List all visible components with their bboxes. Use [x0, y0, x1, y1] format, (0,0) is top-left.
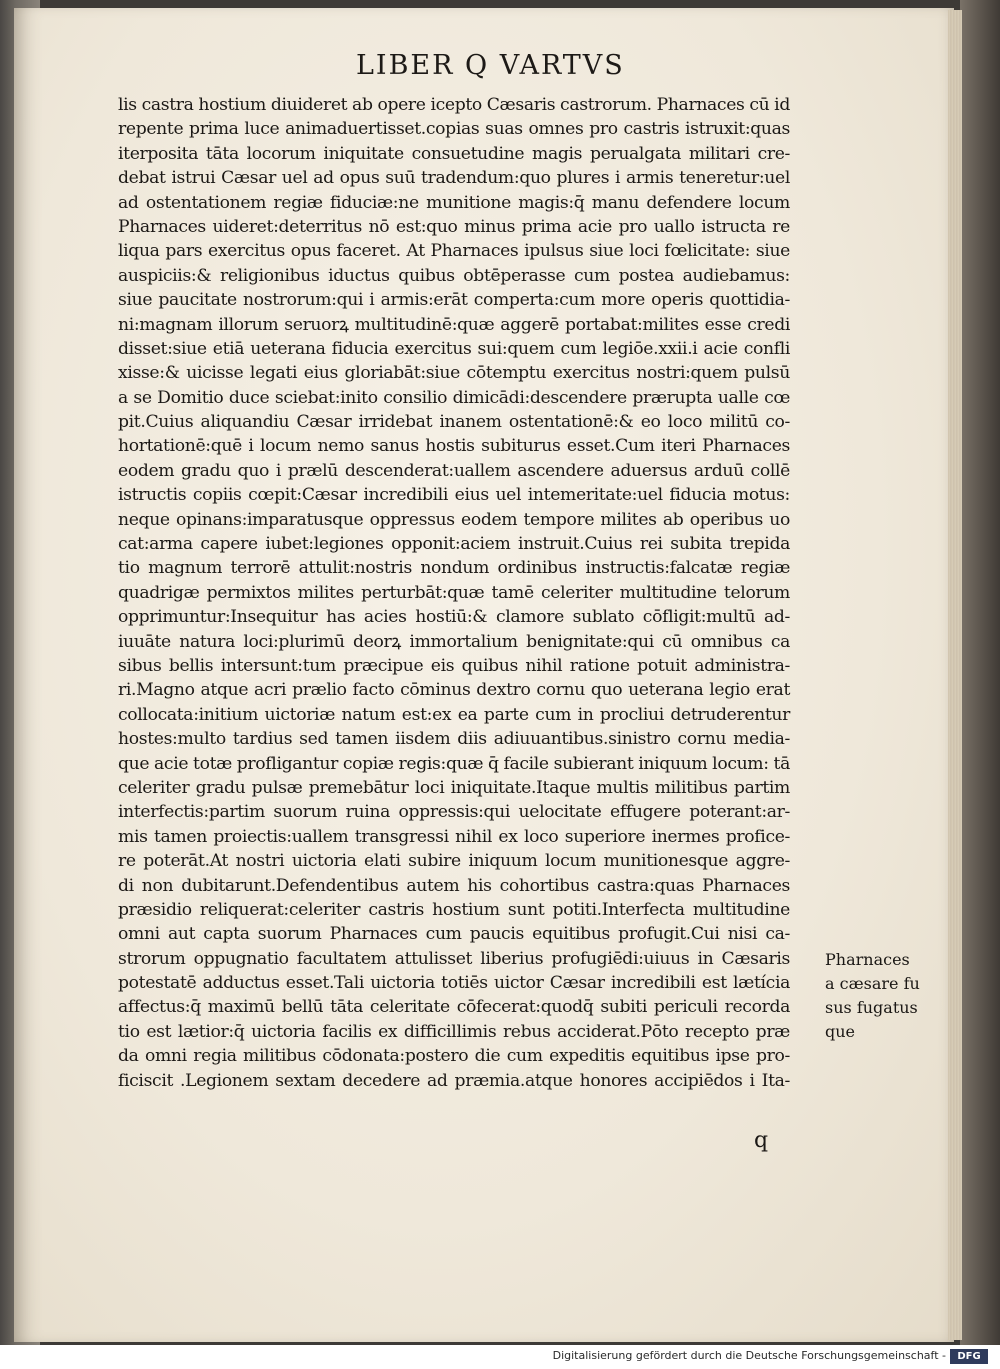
- text-line: re poterāt.At nostri uictoria elati subire iniquum locum munitionesque aggre-: [118, 851, 790, 872]
- text-line: da omni regia militibus cōdonata:postero die cum expeditis equitibus ipse pro-: [118, 1046, 790, 1067]
- text-line: omni aut capta suorum Pharnaces cum paucis equitibus profugit.Cui nisi ca-: [118, 924, 790, 945]
- text-line: ficiscit .Legionem sextam decedere ad præmia.atque honores accipiēdos i Ita-: [118, 1070, 790, 1091]
- text-line: tio magnum terrorē attulit:nostris nondum ordinibus instructis:falcatæ regiæ: [118, 558, 790, 579]
- text-line: tio est lætior:q̄ uictoria facilis ex difficillimis rebus acciderat.Pōto recepto præ: [118, 1021, 790, 1042]
- text-line: ri.Magno atque acri prælio facto cōminus dextro cornu quo ueterana legio erat: [118, 680, 790, 701]
- marginal-note-line: a cæsare fu: [825, 974, 920, 993]
- text-line: pit.Cuius aliquandiu Cæsar irridebat inanem ostentationē:& eo loco militū co-: [118, 412, 790, 433]
- text-line: disset:siue etiā ueterana fiducia exercitus sui:quem cum legiōe.xxii.i acie confli: [118, 338, 790, 359]
- text-line: ni:magnam illorum seruorꝝ multitudinē:quæ aggerē portabat:milites esse credi: [118, 314, 790, 335]
- text-line: ad ostentationem regiæ fiduciæ:ne munitione magis:q̄ manu defendere locum: [118, 192, 790, 213]
- dfg-logo: DFG: [950, 1349, 988, 1364]
- text-line: istructis copiis cœpit:Cæsar incredibili eius uel intemeritate:uel fiducia motus:: [118, 485, 790, 506]
- text-line: interfectis:partim suorum ruina oppressis:qui uelocitate effugere poterant:ar-: [118, 802, 790, 823]
- text-line: Pharnaces uideret:deterritus nō est:quo minus prima acie pro uallo istructa re: [118, 216, 790, 237]
- footer-bar: [0, 1345, 1000, 1369]
- text-line: que acie totæ profligantur copiæ regis:quæ q̄ facile subierant iniquum locum: tā: [118, 753, 790, 774]
- footer-text: Digitalisierung gefördert durch die Deutsche Forschungsgemeinschaft -: [552, 1349, 946, 1362]
- text-line: lis castra hostium diuideret ab opere icepto Cæsaris castrorum. Pharnaces cū id: [118, 95, 790, 115]
- text-line: di non dubitarunt.Defendentibus autem his cohortibus castra:quas Pharnaces: [118, 875, 790, 896]
- text-line: iterposita tāta locorum iniquitate consuetudine magis perualgata militari cre-: [118, 143, 790, 164]
- text-line: collocata:initium uictoriæ natum est:ex ea parte cum in procliui detruderentur: [118, 704, 790, 725]
- page-edges: [948, 10, 962, 1340]
- text-line: opprimuntur:Insequitur has acies hostiū:& clamore sublato cōfligit:multū ad-: [118, 607, 790, 628]
- text-line: liqua pars exercitus opus faceret. At Pharnaces ipulsus siue loci fœlicitate: siue: [118, 241, 790, 262]
- text-line: siue paucitate nostrorum:qui i armis:erāt comperta:cum more operis quottidia-: [118, 290, 790, 311]
- body-text: [118, 93, 790, 1093]
- text-line: mis tamen proiectis:uallem transgressi nihil ex loco superiore inermes profice-: [118, 826, 790, 847]
- text-line: sibus bellis intersunt:tum præcipue eis quibus nihil ratione potuit administra-: [118, 655, 790, 676]
- signature-mark: q: [754, 1128, 769, 1153]
- text-line: auspiciis:& religionibus iductus quibus obtēperasse cum postea audiebamus:: [118, 265, 790, 286]
- marginal-note: [825, 948, 935, 1044]
- text-line: præsidio reliquerat:celeriter castris hostium sunt potiti.Interfecta multitudine: [118, 899, 790, 920]
- text-line: a se Domitio duce sciebat:inito consilio dimicādi:descendere prærupta ualle cœ: [118, 387, 790, 408]
- text-line: affectus:q̄ maximū bellū tāta celeritate cōfecerat:quodq̄ subiti periculi recorda: [118, 997, 790, 1018]
- text-line: hostes:multo tardius sed tamen iisdem diis adiuuantibus.sinistro cornu media-: [118, 729, 790, 750]
- marginal-note-line: que: [825, 1022, 856, 1041]
- text-line: strorum oppugnatio facultatem attulisset liberius profugiēdi:uiuus in Cæsaris: [118, 948, 790, 969]
- text-line: quadrigæ permixtos milites perturbāt:quæ tamē celeriter multitudine telorum: [118, 582, 790, 603]
- text-line: eodem gradu quo i prælū descenderat:uallem ascendere aduersus arduū collē: [118, 460, 790, 481]
- text-line: hortationē:quē i locum nemo sanus hostis subiturus esset.Cum iteri Pharnaces: [118, 436, 790, 457]
- marginal-note-line: Pharnaces: [825, 950, 910, 969]
- text-line: repente prima luce animaduertisset.copias suas omnes pro castris istruxit:quas: [118, 119, 790, 140]
- running-head: LIBER Q VARTVS: [356, 50, 625, 81]
- text-line: celeriter gradu pulsæ premebātur loci iniquitate.Itaque multis militibus partim: [118, 777, 790, 798]
- marginal-note-line: sus fugatus: [825, 998, 918, 1017]
- book-cover-right: [960, 0, 1000, 1345]
- text-line: debat istrui Cæsar uel ad opus suū tradendum:quo plures i armis teneretur:uel: [118, 168, 790, 189]
- text-line: xisse:& uicisse legati eius gloriabāt:siue cōtemptu exercitus nostri:quem pulsū: [118, 363, 790, 384]
- text-line: potestatē adductus esset.Tali uictoria totiēs uictor Cæsar incredibili est lætícia: [118, 973, 790, 994]
- text-line: iuuāte natura loci:plurimū deorꝝ immortalium benignitate:qui cū omnibus ca: [118, 631, 790, 652]
- text-line: neque opinans:imparatusque oppressus eodem tempore milites ab operibus uo: [118, 509, 790, 530]
- text-line: cat:arma capere iubet:legiones opponit:aciem instruit.Cuius rei subita trepida: [118, 534, 790, 555]
